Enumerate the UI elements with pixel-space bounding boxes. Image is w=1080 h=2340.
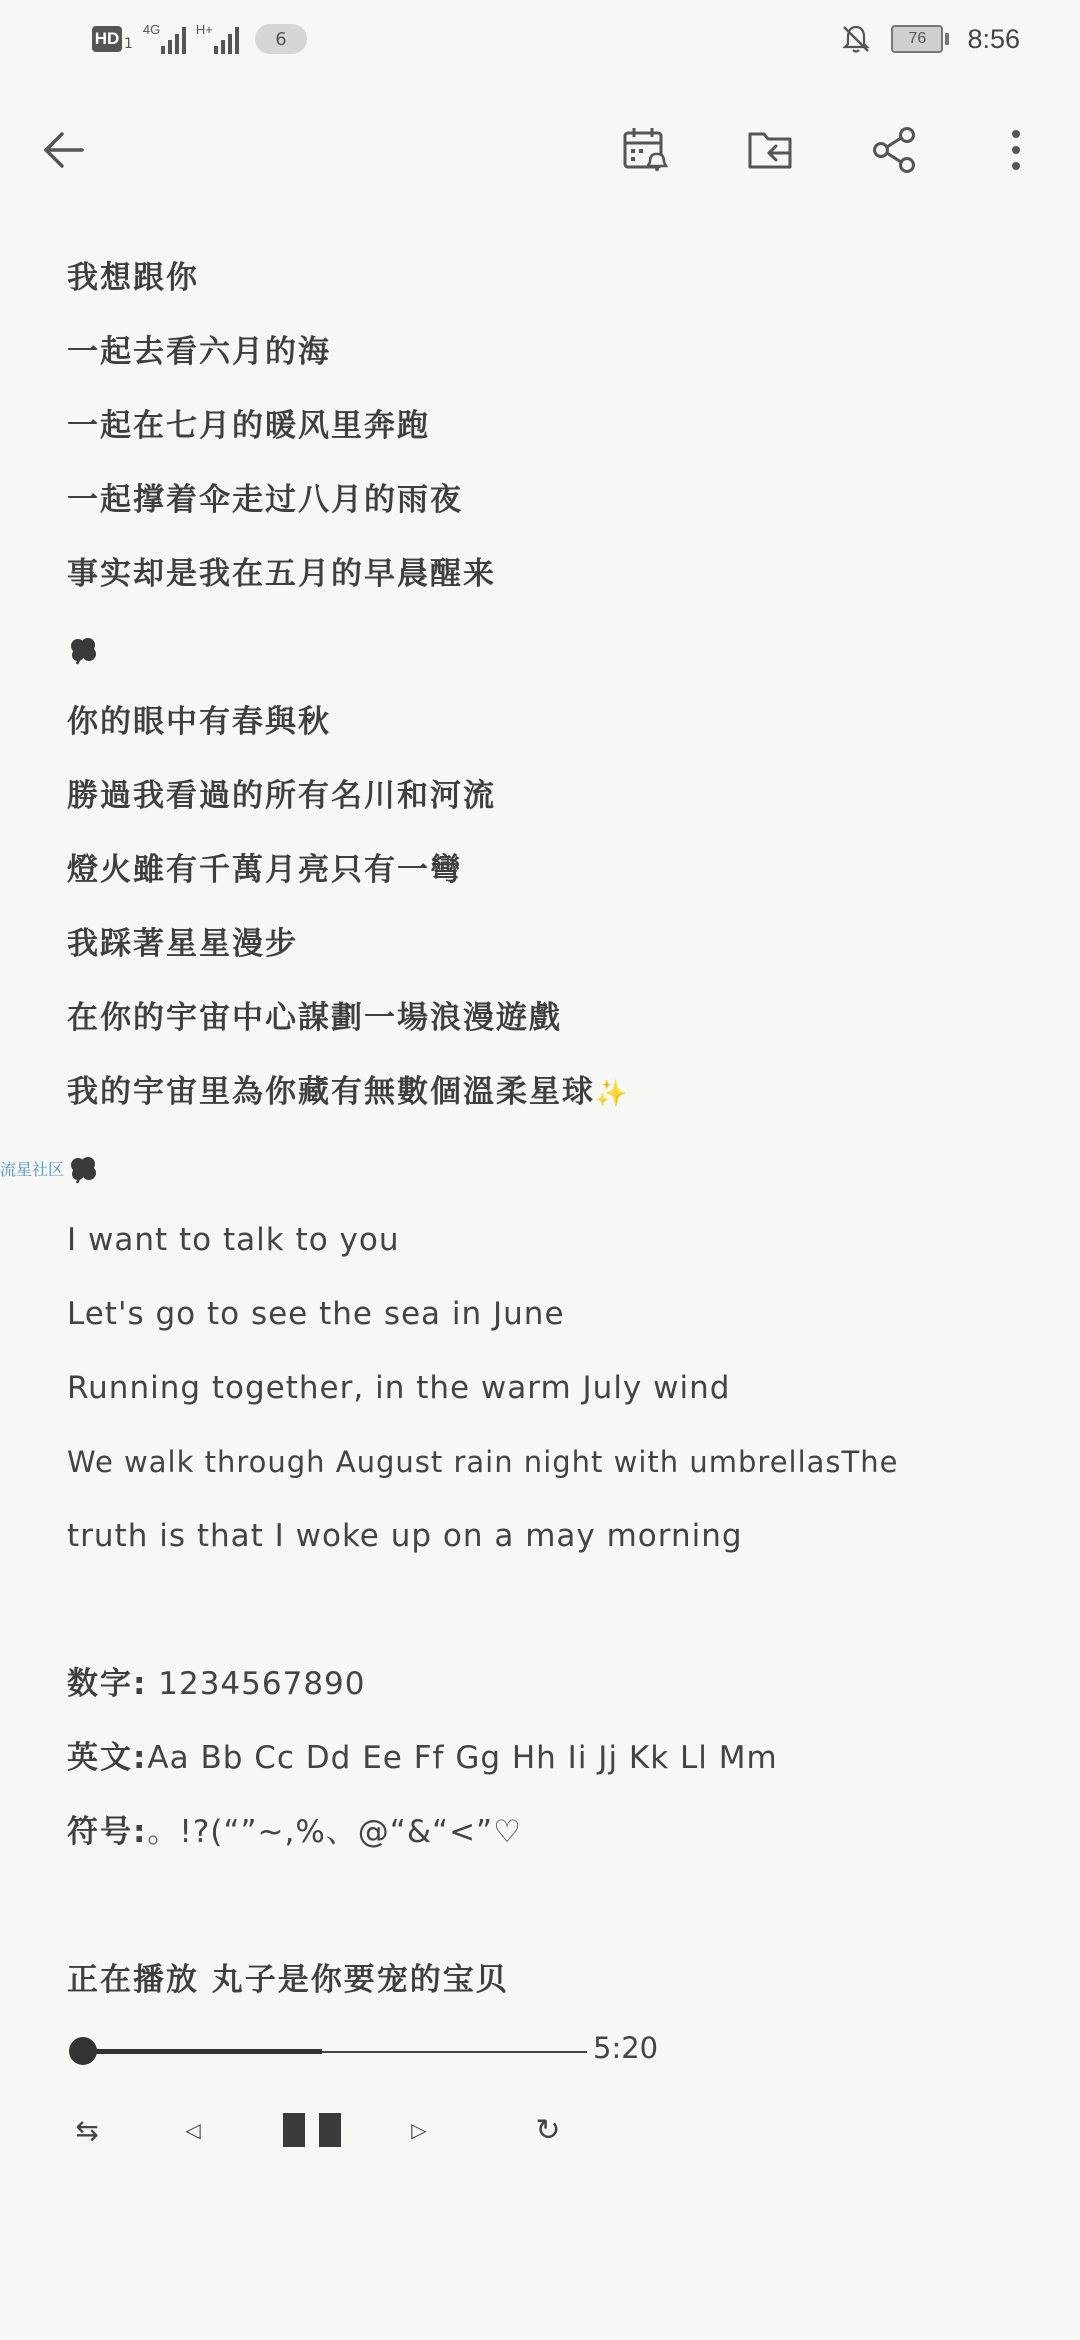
spacer-clover-line	[67, 1138, 1027, 1212]
shuffle-button[interactable]	[67, 2105, 107, 2155]
blank-line	[67, 1582, 1027, 1656]
signal-hplus-icon	[196, 24, 239, 54]
clover-icon	[67, 1154, 101, 1184]
calendar-reminder-icon	[620, 124, 672, 176]
symbols-label: 符号:	[67, 1814, 148, 1850]
clover-icon	[67, 635, 101, 665]
signal-4g-icon	[143, 24, 186, 54]
letters-label: 英文:	[67, 1740, 148, 1776]
bell-muted-icon	[839, 22, 873, 56]
notification-count-badge: 6	[255, 24, 307, 54]
note-line: 你的眼中有春與秋	[67, 704, 331, 740]
symbols-value: 。!?(“”~,%、@“&“<”♡	[147, 1814, 522, 1850]
blank-line	[67, 1878, 1027, 1952]
reminder-button[interactable]	[616, 120, 676, 180]
note-line-with-sparkle	[67, 1064, 1027, 1138]
more-button[interactable]	[986, 120, 1046, 180]
battery-icon	[891, 25, 949, 53]
watermark-label: 流星社区	[0, 1162, 65, 1179]
note-toolbar	[0, 110, 1080, 190]
next-icon: ▷	[411, 2118, 427, 2142]
network-type-label-2: H+	[195, 22, 213, 37]
progress-bar[interactable]	[67, 2037, 587, 2067]
note-line: 一起去看六月的海	[67, 334, 331, 370]
note-line-english: We walk through August rain night with umbrellasThe	[67, 1445, 899, 1479]
sparkle-icon: ✨	[595, 1079, 630, 1109]
note-line: 事实却是我在五月的早晨醒来	[67, 556, 496, 592]
progress-fill	[87, 2049, 322, 2054]
more-icon	[990, 124, 1042, 176]
progress-knob[interactable]	[69, 2037, 97, 2065]
next-button[interactable]	[399, 2105, 439, 2155]
note-line: 我想跟你	[67, 260, 199, 296]
back-arrow-icon	[38, 124, 90, 176]
hd-sub-label: 1	[124, 36, 133, 52]
note-line-english: truth is that I woke up on a may morning	[67, 1518, 743, 1554]
player-controls	[67, 2105, 587, 2155]
letters-value: Aa Bb Cc Dd Ee Ff Gg Hh Ii Jj Kk Ll Mm	[147, 1740, 778, 1776]
note-body[interactable]	[67, 250, 1027, 2026]
share-icon	[869, 124, 921, 176]
back-button[interactable]	[34, 120, 94, 180]
share-button[interactable]	[865, 120, 925, 180]
hd-voice-icon: HD	[92, 26, 122, 52]
letters-line	[67, 1730, 1027, 1804]
note-line: 勝過我看過的所有名川和河流	[67, 778, 496, 814]
note-line: 在你的宇宙中心謀劃一場浪漫遊戲	[67, 1000, 562, 1036]
symbols-line	[67, 1804, 1027, 1878]
repeat-button[interactable]	[528, 2105, 568, 2155]
shuffle-icon: ⇆	[75, 2113, 99, 2147]
clover-line	[67, 620, 1027, 694]
status-left	[92, 24, 307, 54]
digits-label: 数字:	[67, 1666, 148, 1702]
move-to-folder-button[interactable]	[741, 120, 801, 180]
status-right	[839, 22, 1020, 56]
digits-line	[67, 1656, 1027, 1730]
status-bar	[0, 0, 1080, 84]
clock: 8:56	[967, 23, 1020, 54]
note-line: 燈火雖有千萬月亮只有一彎	[67, 852, 463, 888]
note-line-english: I want to talk to you	[67, 1222, 400, 1258]
move-to-folder-icon	[745, 124, 797, 176]
note-line: 一起在七月的暖风里奔跑	[67, 408, 430, 444]
network-type-label: 4G	[142, 22, 161, 37]
digits-value: 1234567890	[147, 1666, 366, 1702]
note-line-english: Running together, in the warm July wind	[67, 1370, 731, 1406]
pause-icon	[281, 2112, 343, 2148]
battery-level: 76	[891, 25, 943, 53]
pause-button[interactable]	[281, 2105, 343, 2155]
note-line-english: Let's go to see the sea in June	[67, 1296, 565, 1332]
previous-button[interactable]	[173, 2105, 213, 2155]
now-playing-title: 正在播放 丸子是你要宠的宝贝	[67, 1962, 509, 1998]
duration-label: 5:20	[593, 2031, 659, 2065]
previous-icon: ◁	[185, 2118, 201, 2142]
repeat-icon: ↻	[535, 2112, 561, 2148]
note-line: 我踩著星星漫步	[67, 926, 298, 962]
note-line: 我的宇宙里為你藏有無數個溫柔星球	[67, 1074, 595, 1110]
note-line: 一起撑着伞走过八月的雨夜	[67, 482, 463, 518]
